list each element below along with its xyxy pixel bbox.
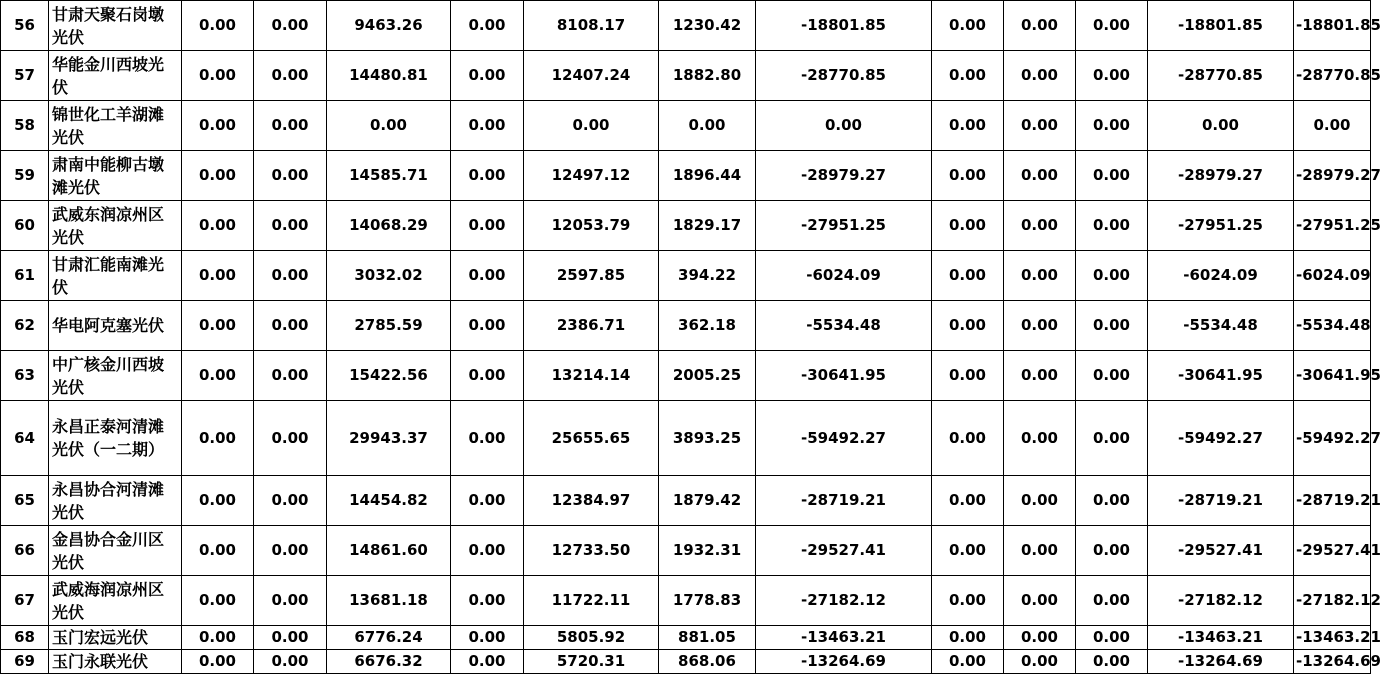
table-row	[1, 526, 1371, 576]
value-cell: 0.00	[182, 151, 254, 201]
value-cell: 0.00	[182, 401, 254, 476]
value-cell: -27182.12	[756, 576, 932, 626]
table-row	[1, 251, 1371, 301]
value-cell: -27182.12	[1148, 576, 1294, 626]
value-cell: 5805.92	[524, 626, 659, 650]
table-row	[1, 650, 1371, 674]
value-cell: -27951.25	[1294, 201, 1371, 251]
plant-name: 永昌协合河清滩光伏	[49, 476, 182, 526]
value-cell: 6776.24	[327, 626, 451, 650]
value-cell: 0.00	[182, 476, 254, 526]
value-cell: 0.00	[451, 476, 524, 526]
plant-name: 武威东润凉州区光伏	[49, 201, 182, 251]
value-cell: -30641.95	[1294, 351, 1371, 401]
value-cell: 12733.50	[524, 526, 659, 576]
plant-name: 中广核金川西坡光伏	[49, 351, 182, 401]
value-cell: 0.00	[182, 576, 254, 626]
value-cell: 0.00	[1076, 351, 1148, 401]
value-cell: 2597.85	[524, 251, 659, 301]
value-cell: 0.00	[182, 650, 254, 674]
row-number: 68	[1, 626, 49, 650]
value-cell: 0.00	[659, 101, 756, 151]
table-row	[1, 1, 1371, 51]
value-cell: 0.00	[932, 401, 1004, 476]
value-cell: 0.00	[932, 51, 1004, 101]
value-cell: 0.00	[182, 626, 254, 650]
value-cell: 0.00	[451, 301, 524, 351]
value-cell: 0.00	[182, 351, 254, 401]
plant-name: 金昌协合金川区光伏	[49, 526, 182, 576]
value-cell: 1932.31	[659, 526, 756, 576]
table-row	[1, 576, 1371, 626]
value-cell: 0.00	[1076, 626, 1148, 650]
value-cell: 0.00	[254, 476, 327, 526]
value-cell: 881.05	[659, 626, 756, 650]
value-cell: 9463.26	[327, 1, 451, 51]
value-cell: 0.00	[182, 201, 254, 251]
value-cell: -6024.09	[756, 251, 932, 301]
value-cell: 0.00	[254, 626, 327, 650]
value-cell: -5534.48	[756, 301, 932, 351]
value-cell: 0.00	[1076, 526, 1148, 576]
row-number: 69	[1, 650, 49, 674]
value-cell: 3893.25	[659, 401, 756, 476]
value-cell: 2785.59	[327, 301, 451, 351]
value-cell: 0.00	[1004, 251, 1076, 301]
table-row	[1, 101, 1371, 151]
value-cell: 11722.11	[524, 576, 659, 626]
value-cell: 12407.24	[524, 51, 659, 101]
value-cell: 8108.17	[524, 1, 659, 51]
table-row	[1, 401, 1371, 476]
table-row	[1, 626, 1371, 650]
value-cell: 0.00	[254, 151, 327, 201]
value-cell: -28979.27	[756, 151, 932, 201]
value-cell: 0.00	[524, 101, 659, 151]
value-cell: 0.00	[932, 251, 1004, 301]
value-cell: 25655.65	[524, 401, 659, 476]
value-cell: 0.00	[451, 51, 524, 101]
value-cell: -27951.25	[756, 201, 932, 251]
value-cell: -28979.27	[1294, 151, 1371, 201]
value-cell: 0.00	[1004, 301, 1076, 351]
value-cell: -18801.85	[1148, 1, 1294, 51]
value-cell: 0.00	[451, 401, 524, 476]
value-cell: -59492.27	[1294, 401, 1371, 476]
value-cell: 0.00	[932, 526, 1004, 576]
value-cell: 14454.82	[327, 476, 451, 526]
table-row	[1, 301, 1371, 351]
plant-name: 甘肃汇能南滩光伏	[49, 251, 182, 301]
value-cell: 0.00	[451, 351, 524, 401]
row-number: 63	[1, 351, 49, 401]
value-cell: 6676.32	[327, 650, 451, 674]
value-cell: 2005.25	[659, 351, 756, 401]
table-row	[1, 201, 1371, 251]
row-number: 56	[1, 1, 49, 51]
value-cell: -6024.09	[1148, 251, 1294, 301]
value-cell: 0.00	[932, 476, 1004, 526]
value-cell: 0.00	[932, 151, 1004, 201]
value-cell: -28770.85	[1294, 51, 1371, 101]
value-cell: 0.00	[182, 51, 254, 101]
value-cell: 0.00	[1076, 301, 1148, 351]
value-cell: -5534.48	[1294, 301, 1371, 351]
value-cell: 1879.42	[659, 476, 756, 526]
value-cell: 0.00	[1148, 101, 1294, 151]
value-cell: 0.00	[451, 1, 524, 51]
value-cell: 0.00	[932, 301, 1004, 351]
value-cell: 1230.42	[659, 1, 756, 51]
row-number: 65	[1, 476, 49, 526]
value-cell: -59492.27	[1148, 401, 1294, 476]
row-number: 58	[1, 101, 49, 151]
value-cell: 0.00	[254, 51, 327, 101]
value-cell: 12384.97	[524, 476, 659, 526]
value-cell: 0.00	[1004, 201, 1076, 251]
value-cell: 0.00	[1076, 401, 1148, 476]
value-cell: 0.00	[1004, 1, 1076, 51]
value-cell: 0.00	[1076, 51, 1148, 101]
value-cell: -29527.41	[1294, 526, 1371, 576]
value-cell: 12053.79	[524, 201, 659, 251]
value-cell: -13463.21	[1294, 626, 1371, 650]
value-cell: -30641.95	[1148, 351, 1294, 401]
value-cell: 0.00	[932, 1, 1004, 51]
value-cell: 0.00	[1004, 526, 1076, 576]
value-cell: 868.06	[659, 650, 756, 674]
value-cell: -13264.69	[756, 650, 932, 674]
value-cell: 0.00	[182, 301, 254, 351]
value-cell: 0.00	[254, 301, 327, 351]
row-number: 64	[1, 401, 49, 476]
value-cell: -27951.25	[1148, 201, 1294, 251]
value-cell: -29527.41	[1148, 526, 1294, 576]
value-cell: 0.00	[1004, 151, 1076, 201]
value-cell: 0.00	[451, 201, 524, 251]
value-cell: -13264.69	[1294, 650, 1371, 674]
value-cell: 0.00	[254, 576, 327, 626]
value-cell: 0.00	[1004, 351, 1076, 401]
row-number: 62	[1, 301, 49, 351]
value-cell: 0.00	[451, 151, 524, 201]
value-cell: 0.00	[254, 1, 327, 51]
value-cell: -28719.21	[756, 476, 932, 526]
plant-name: 玉门永联光伏	[49, 650, 182, 674]
plant-name: 玉门宏远光伏	[49, 626, 182, 650]
plant-name: 华电阿克塞光伏	[49, 301, 182, 351]
value-cell: -18801.85	[1294, 1, 1371, 51]
plant-name: 永昌正泰河清滩光伏（一二期）	[49, 401, 182, 476]
value-cell: 0.00	[932, 201, 1004, 251]
value-cell: -13463.21	[756, 626, 932, 650]
value-cell: -28979.27	[1148, 151, 1294, 201]
value-cell: 29943.37	[327, 401, 451, 476]
value-cell: 0.00	[1076, 101, 1148, 151]
value-cell: 0.00	[1076, 251, 1148, 301]
value-cell: 0.00	[1004, 650, 1076, 674]
value-cell: 0.00	[1004, 101, 1076, 151]
value-cell: 1882.80	[659, 51, 756, 101]
value-cell: 0.00	[451, 576, 524, 626]
value-cell: -28770.85	[1148, 51, 1294, 101]
value-cell: 13681.18	[327, 576, 451, 626]
plant-name: 甘肃天聚石岗墩光伏	[49, 1, 182, 51]
value-cell: 0.00	[1004, 476, 1076, 526]
value-cell: 13214.14	[524, 351, 659, 401]
value-cell: -6024.09	[1294, 251, 1371, 301]
value-cell: 0.00	[932, 650, 1004, 674]
value-cell: -28719.21	[1148, 476, 1294, 526]
value-cell: 12497.12	[524, 151, 659, 201]
plant-name: 肃南中能柳古墩滩光伏	[49, 151, 182, 201]
value-cell: -28719.21	[1294, 476, 1371, 526]
plant-name: 锦世化工羊湖滩光伏	[49, 101, 182, 151]
value-cell: -13264.69	[1148, 650, 1294, 674]
value-cell: 0.00	[756, 101, 932, 151]
row-number: 57	[1, 51, 49, 101]
plant-name: 华能金川西坡光伏	[49, 51, 182, 101]
value-cell: -18801.85	[756, 1, 932, 51]
value-cell: 14861.60	[327, 526, 451, 576]
table-row	[1, 51, 1371, 101]
value-cell: 0.00	[182, 101, 254, 151]
value-cell: 0.00	[451, 626, 524, 650]
value-cell: 0.00	[327, 101, 451, 151]
value-cell: -28770.85	[756, 51, 932, 101]
value-cell: 5720.31	[524, 650, 659, 674]
row-number: 60	[1, 201, 49, 251]
value-cell: 0.00	[1076, 1, 1148, 51]
row-number: 66	[1, 526, 49, 576]
value-cell: 2386.71	[524, 301, 659, 351]
value-cell: 0.00	[1076, 476, 1148, 526]
row-number: 61	[1, 251, 49, 301]
value-cell: 362.18	[659, 301, 756, 351]
value-cell: 1829.17	[659, 201, 756, 251]
value-cell: 0.00	[254, 101, 327, 151]
value-cell: 0.00	[1076, 576, 1148, 626]
value-cell: -5534.48	[1148, 301, 1294, 351]
value-cell: 0.00	[254, 401, 327, 476]
value-cell: -30641.95	[756, 351, 932, 401]
value-cell: 0.00	[182, 251, 254, 301]
value-cell: 15422.56	[327, 351, 451, 401]
value-cell: 0.00	[451, 101, 524, 151]
table-row	[1, 151, 1371, 201]
plant-name: 武威海润凉州区光伏	[49, 576, 182, 626]
value-cell: 0.00	[1004, 626, 1076, 650]
value-cell: -13463.21	[1148, 626, 1294, 650]
value-cell: 0.00	[1004, 51, 1076, 101]
value-cell: 1778.83	[659, 576, 756, 626]
value-cell: 0.00	[182, 526, 254, 576]
value-cell: 0.00	[1004, 576, 1076, 626]
value-cell: 0.00	[1294, 101, 1371, 151]
value-cell: 0.00	[1076, 650, 1148, 674]
value-cell: 0.00	[932, 576, 1004, 626]
value-cell: 0.00	[1076, 201, 1148, 251]
value-cell: 0.00	[254, 251, 327, 301]
value-cell: 0.00	[932, 101, 1004, 151]
value-cell: 0.00	[451, 650, 524, 674]
value-cell: 0.00	[254, 526, 327, 576]
value-cell: -27182.12	[1294, 576, 1371, 626]
row-number: 67	[1, 576, 49, 626]
table-row	[1, 476, 1371, 526]
value-cell: -29527.41	[756, 526, 932, 576]
value-cell: 0.00	[932, 351, 1004, 401]
value-cell: 0.00	[254, 351, 327, 401]
value-cell: 0.00	[1076, 151, 1148, 201]
value-cell: 0.00	[254, 201, 327, 251]
value-cell: 0.00	[182, 1, 254, 51]
value-cell: 14480.81	[327, 51, 451, 101]
value-cell: 394.22	[659, 251, 756, 301]
value-cell: 0.00	[1004, 401, 1076, 476]
value-cell: 0.00	[451, 526, 524, 576]
value-cell: 1896.44	[659, 151, 756, 201]
table-row	[1, 351, 1371, 401]
value-cell: 14585.71	[327, 151, 451, 201]
value-cell: 0.00	[254, 650, 327, 674]
table-body	[1, 1, 1381, 674]
row-number: 59	[1, 151, 49, 201]
value-cell: 0.00	[932, 626, 1004, 650]
value-cell: 0.00	[451, 251, 524, 301]
value-cell: 14068.29	[327, 201, 451, 251]
value-cell: -59492.27	[756, 401, 932, 476]
value-cell: 3032.02	[327, 251, 451, 301]
